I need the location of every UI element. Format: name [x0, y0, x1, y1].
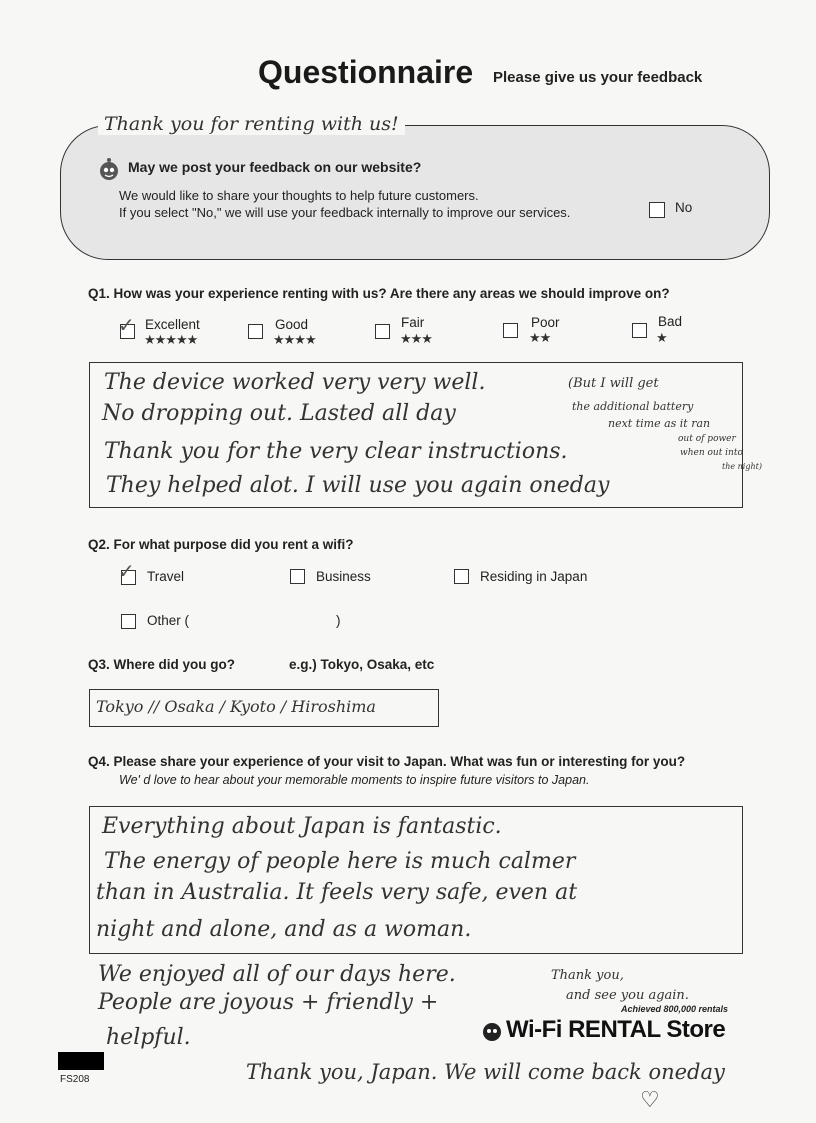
q1-good-label: Good [275, 317, 309, 332]
q2-residing-checkbox[interactable] [454, 569, 469, 584]
mascot-icon [96, 157, 122, 183]
consent-text-line2: If you select "No," we will use your feedback internally to improve our services. [119, 205, 571, 220]
q1-fair-checkbox[interactable] [375, 324, 390, 339]
q1-good-stars: ★★★★ [273, 333, 316, 348]
q4-extra-line2: People are joyous + friendly + [98, 990, 439, 1015]
q2-travel-label: Travel [147, 569, 185, 584]
q1-bad-label: Bad [658, 314, 683, 329]
q1-excellent-label: Excellent [145, 317, 200, 332]
q1-fair-stars: ★★★ [400, 332, 432, 347]
q2-business-checkbox[interactable] [290, 569, 305, 584]
q4-answer-line1: Everything about Japan is fantastic. [102, 814, 502, 839]
q2-question: Q2. For what purpose did you rent a wifi? [88, 537, 354, 552]
q4-closing: Thank you, Japan. We will come back oneday [246, 1060, 725, 1084]
printed-thanks-line2: and see you again. [566, 988, 689, 1003]
q1-fair-label: Fair [401, 315, 425, 330]
q1-side-note-line4: out of power [678, 434, 736, 444]
q1-question: Q1. How was your experience renting with us? Are there any areas we should improve on? [88, 286, 670, 301]
consent-text-line1: We would like to share your thoughts to help future customers. [119, 188, 479, 203]
q3-example: e.g.) Tokyo, Osaka, etc [289, 657, 435, 672]
q1-side-note-line2: the additional battery [572, 400, 694, 413]
q4-answer-line3: than in Australia. It feels very safe, even at [96, 880, 578, 905]
q2-travel-checkmark: ✓ [118, 559, 135, 583]
q1-bad-stars: ★ [656, 331, 667, 346]
q1-answer-line1: The device worked very very well. [104, 370, 486, 395]
q3-question: Q3. Where did you go? [88, 657, 236, 672]
q1-side-note-line5: when out into [680, 448, 743, 458]
q2-other-checkbox[interactable] [121, 614, 136, 629]
brand-tagline: Achieved 800,000 rentals [621, 1004, 729, 1014]
q1-excellent-checkmark: ✓ [118, 313, 135, 337]
q2-residing-label: Residing in Japan [480, 569, 588, 584]
q4-answer-line4: night and alone, and as a woman. [96, 917, 472, 942]
q4-note: We' d love to hear about your memorable moments to inspire future visitors to Japan. [119, 773, 590, 787]
q3-answer: Tokyo // Osaka / Kyoto / Hiroshima [96, 697, 376, 716]
handwritten-thanks-label: Thank you for renting with us! [98, 113, 405, 135]
q1-side-note-line3: next time as it ran [608, 417, 711, 430]
q4-extra-line1: We enjoyed all of our days here. [98, 962, 456, 987]
q1-side-note-line6: the night) [722, 462, 762, 471]
page-title: Questionnaire [258, 54, 474, 90]
consent-no-label: No [675, 200, 693, 215]
q1-bad-checkbox[interactable] [632, 323, 647, 338]
page-subtitle: Please give us your feedback [493, 69, 703, 86]
printed-thanks-line1: Thank you, [551, 968, 624, 983]
q1-poor-label: Poor [531, 315, 560, 330]
consent-heading: May we post your feedback on our website? [128, 159, 422, 175]
q4-answer-line2: The energy of people here is much calmer [104, 849, 576, 874]
q2-other-label: Other ( [147, 613, 190, 628]
q1-good-checkbox[interactable] [248, 324, 263, 339]
heart-doodle: ♡ [640, 1088, 660, 1113]
q1-poor-checkbox[interactable] [503, 323, 518, 338]
consent-no-checkbox[interactable] [649, 202, 665, 218]
brand-logo: Wi-Fi RENTAL Store [506, 1016, 726, 1043]
redaction-block [58, 1052, 104, 1070]
q1-answer-line2: No dropping out. Lasted all day [102, 401, 456, 426]
q1-answer-line4: They helped alot. I will use you again oneday [106, 473, 610, 498]
q1-poor-stars: ★★ [529, 331, 551, 346]
q1-side-note-line1: (But I will get [568, 376, 659, 391]
form-code: FS208 [60, 1074, 90, 1085]
q4-question: Q4. Please share your experience of your visit to Japan. What was fun or interesting for you? [88, 754, 686, 769]
q4-extra-line3: helpful. [106, 1025, 191, 1050]
brand-mascot-icon [480, 1019, 504, 1043]
q2-business-label: Business [316, 569, 371, 584]
q1-excellent-stars: ★★★★★ [144, 333, 198, 348]
q1-answer-line3: Thank you for the very clear instructions. [104, 439, 568, 464]
q2-other-close: ) [336, 613, 341, 628]
